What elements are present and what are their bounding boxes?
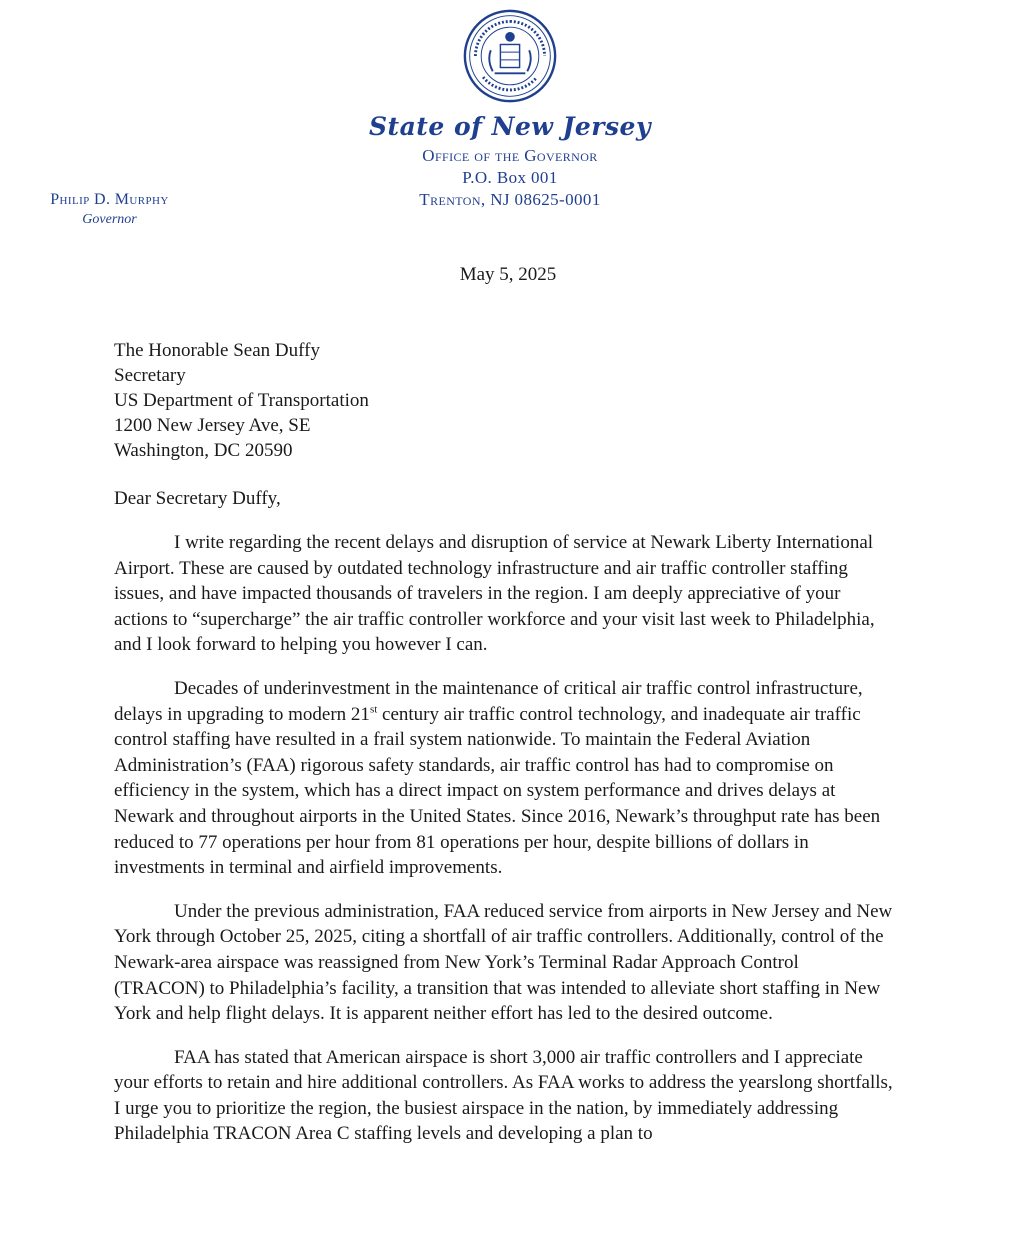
paragraph-4: FAA has stated that American airspace is short 3,000 air traffic controllers and I appreciate your efforts to retain and hire additional controllers. As FAA works to address the yearslong shortfalls, I urge you to prioritize the region, the busiest airspace in the nation, by immediately addressing Philadelphia TRACON Area C staffing levels and developing a plan to: [114, 1046, 893, 1145]
recipient-address: [114, 338, 369, 463]
letter-body: [114, 530, 894, 1165]
state-name: State of New Jersey: [369, 112, 651, 141]
state-seal-icon: [462, 8, 558, 104]
letter-date: May 5, 2025: [459, 264, 557, 285]
recipient-city: Washington, DC 20590: [114, 440, 293, 461]
recipient-title: Secretary: [114, 365, 186, 386]
recipient-department: US Department of Transportation: [114, 390, 369, 411]
paragraph-2-part-a: Decades of underinvestment in the maintenance of critical air traffic control infrastructure, delays in upgrading to modern 21: [114, 677, 863, 725]
paragraph-2-part-b: century air traffic control technology, and inadequate air traffic control staffing have resulted in a frail system nationwide. To maintain the Federal Aviation Administration’s (FAA) rigorous safety standards, air traffic control has had to compromise on efficiency in the system, which has a direct impact on system performance and drives delays at Newark and throughout airports in the United States. Since 2016, Newark’s throughput rate has been reduced to 77 operations per hour from 81 operations per hour, despite billions of dollars in investments in terminal and airfield improvements.: [114, 703, 881, 879]
governor-name: Philip D. Murphy: [50, 191, 169, 208]
paragraph-2: [114, 676, 894, 881]
po-box: P.O. Box 001: [462, 168, 558, 187]
recipient-name: The Honorable Sean Duffy: [114, 340, 320, 361]
paragraph-2-superscript: st: [369, 703, 378, 716]
paragraph-3: Under the previous administration, FAA reduced service from airports in New Jersey and New York through October 25, 2025, citing a shortfall of air traffic controllers. Additionally, control of the Newark-area airspace was reassigned from New York’s Terminal Radar Approach Control (TRACON) to Philadelphia’s facility, a transition that was intended to alleviate short staffing in New York and help flight delays. It is apparent neither effort has led to the desired outcome.: [114, 900, 893, 1025]
office-name: Office of the Governor: [422, 146, 598, 165]
governor-title: Governor: [82, 212, 137, 227]
recipient-street: 1200 New Jersey Ave, SE: [114, 415, 311, 436]
city-address: [360, 190, 660, 210]
salutation: Dear Secretary Duffy,: [114, 488, 281, 509]
city-address-text: Trenton, NJ 08625-0001: [419, 190, 601, 209]
paragraph-1: I write regarding the recent delays and disruption of service at Newark Liberty International Airport. These are caused by outdated technology infrastructure and air traffic controller staffing issues, and have impacted thousands of travelers in the region. I am deeply appreciative of your actions to “supercharge” the air traffic controller workforce and your visit last week to Philadelphia, and I look forward to helping you however I can.: [114, 532, 875, 656]
